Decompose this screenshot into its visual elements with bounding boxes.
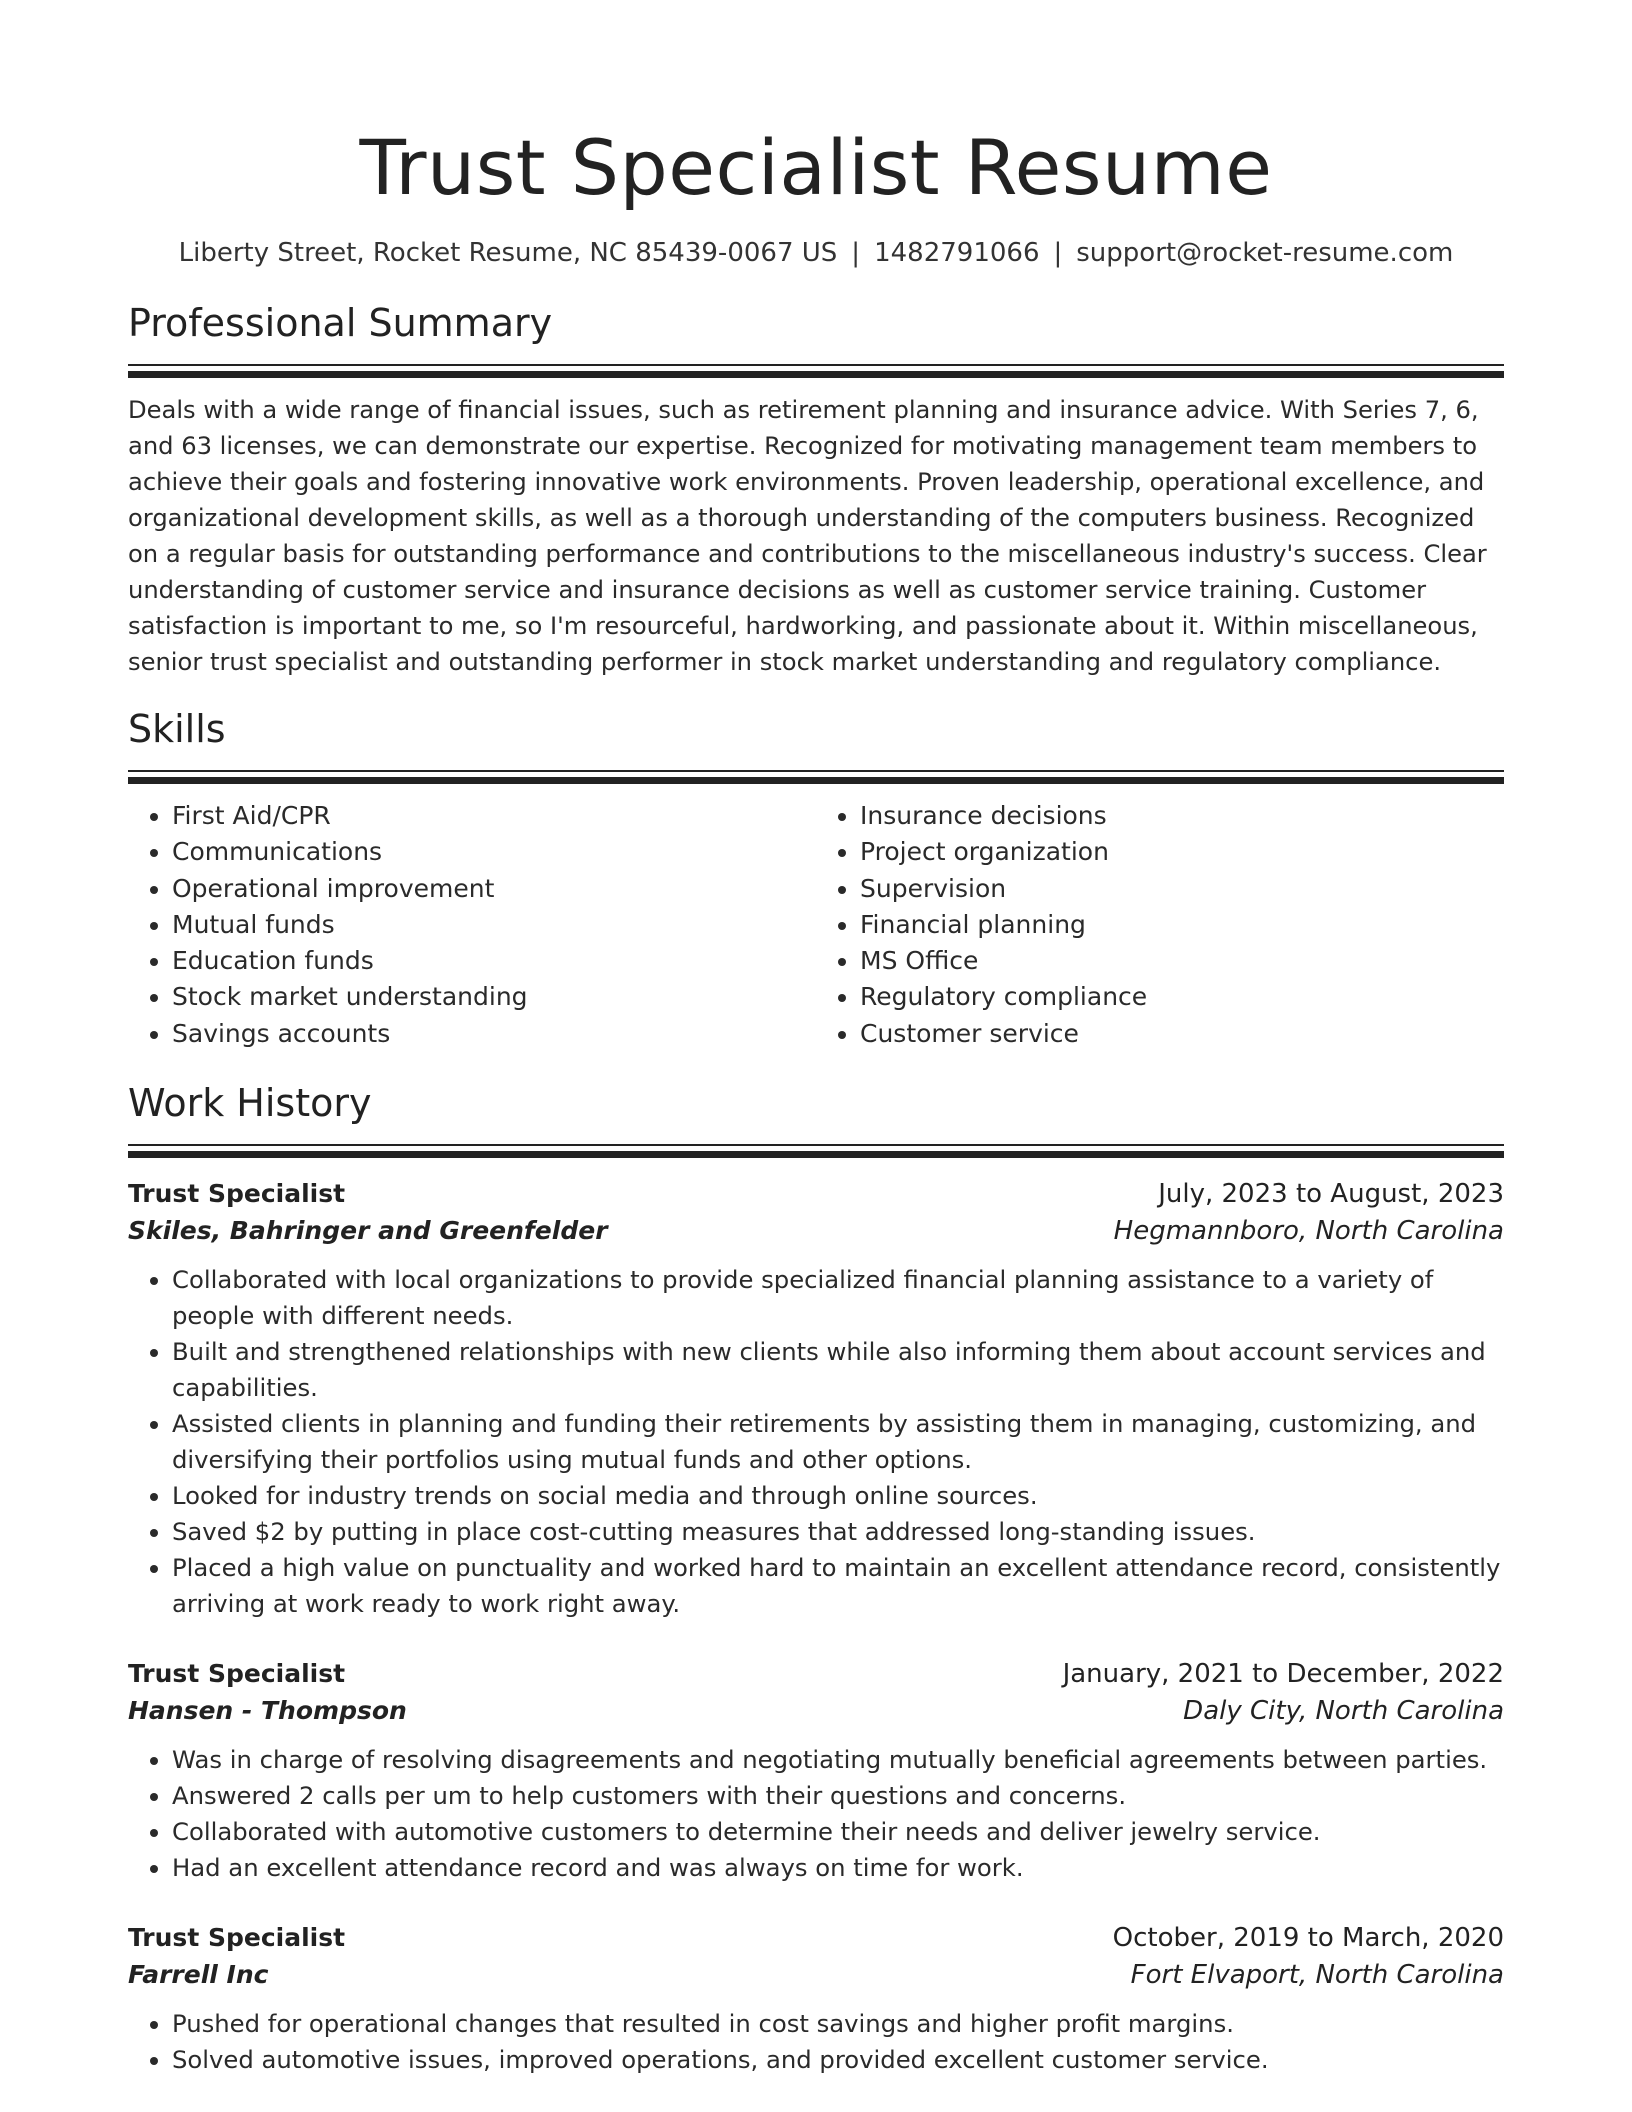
job-bullet: • Collaborated with automotive customers to determine their needs and deliver jewelry service. [172,1814,1504,1850]
job-dates: October, 2019 to March, 2020 [1112,1923,1504,1954]
job-bullet: • Collaborated with local organizations to provide specialized financial planning assistance to a variety of people with different needs. [172,1262,1504,1334]
job-entry [128,1656,1504,1886]
skills-list-left [128,798,816,1052]
job-title: Trust Specialist [128,1659,346,1689]
job-bullet: • Had an excellent attendance record and was always on time for work. [172,1850,1504,1886]
job-dates: January, 2021 to December, 2022 [1062,1659,1504,1690]
skill-item: • Education funds [172,943,816,979]
job-dates: July, 2023 to August, 2023 [1158,1179,1504,1210]
job-title: Trust Specialist [128,1179,346,1209]
job-subheader-row [128,1212,1504,1250]
skill-item: • Savings accounts [172,1016,816,1052]
contact-line [128,236,1504,270]
job-location: Fort Elvaport, North Carolina [1130,1960,1504,1991]
skill-item: • Stock market understanding [172,979,816,1015]
skill-item: • Regulatory compliance [860,979,1504,1015]
section-divider [128,364,1504,378]
job-header-row [128,1176,1504,1212]
resume-page [128,0,1504,2078]
phone: 1482791066 [874,238,1040,268]
job-entry [128,1176,1504,1622]
job-bullets [128,1742,1504,1886]
job-bullet: • Built and strengthened relationships with new clients while also informing them about account services and capabilities. [172,1334,1504,1406]
job-bullet: • Was in charge of resolving disagreements and negotiating mutually beneficial agreements between parties. [172,1742,1504,1778]
job-bullet: • Placed a high value on punctuality and worked hard to maintain an excellent attendance record, consistently arriving at work ready to work right away. [172,1550,1504,1622]
skill-item: • Supervision [860,871,1504,907]
email-link[interactable]: support@rocket-resume.com [1076,238,1454,268]
job-location: Daly City, North Carolina [1183,1696,1504,1727]
contact-separator: | [851,238,861,268]
skill-item: • Project organization [860,834,1504,870]
skill-item: • Insurance decisions [860,798,1504,834]
job-entry [128,1920,1504,2078]
job-company: Skiles, Bahringer and Greenfelder [128,1216,608,1246]
job-location: Hegmannboro, North Carolina [1113,1216,1504,1247]
work-history-section [128,1078,1504,2078]
job-company: Farrell Inc [128,1960,269,1990]
skill-item: • Customer service [860,1016,1504,1052]
skills-grid [128,798,1504,1052]
skills-list-right [816,798,1504,1052]
job-subheader-row [128,1692,1504,1730]
skill-item: • Mutual funds [172,907,816,943]
job-bullet: • Looked for industry trends on social media and through online sources. [172,1478,1504,1514]
skill-item: • MS Office [860,943,1504,979]
job-bullet: • Solved automotive issues, improved operations, and provided excellent customer service. [172,2042,1504,2078]
resume-title: Trust Specialist Resume [359,123,1273,212]
skill-item: • Financial planning [860,907,1504,943]
skill-item: • First Aid/CPR [172,798,816,834]
job-bullets [128,1262,1504,1622]
job-company: Hansen - Thompson [128,1696,407,1726]
job-header-row [128,1920,1504,1956]
section-divider [128,1144,1504,1158]
job-bullets [128,2006,1504,2078]
job-subheader-row [128,1956,1504,1994]
job-bullet: • Saved $2 by putting in place cost-cutting measures that addressed long-standing issues. [172,1514,1504,1550]
section-title-skills: Skills [128,707,226,751]
summary-section [128,298,1504,680]
job-bullet: • Answered 2 calls per um to help customers with their questions and concerns. [172,1778,1504,1814]
contact-separator: | [1053,238,1063,268]
skills-section [128,704,1504,1052]
skill-item: • Communications [172,834,816,870]
section-title-work-history: Work History [128,1081,372,1126]
summary-text: Deals with a wide range of financial issues, such as retirement planning and insurance advice. With Series 7, 6, and 63 licenses, we can demonstrate our expertise. Recognized for motivating management team members to achieve their goals and fostering innovative work environments. Proven leadership, operational excellence, and organizational development skills, as well as a thorough understanding of the computers business. Recognized on a regular basis for outstanding performance and contributions to the miscellaneous industry's success. Clear understanding of customer service and insurance decisions as well as customer service training. Customer satisfaction is important to me, so I'm resourceful, hardworking, and passionate about it. Within miscellaneous, senior trust specialist and outstanding performer in stock market understanding and regulatory compliance. [128,396,1487,676]
address: Liberty Street, Rocket Resume, NC 85439-0067 US [178,238,838,268]
section-title-summary: Professional Summary [128,301,553,345]
job-bullet: • Assisted clients in planning and funding their retirements by assisting them in managing, customizing, and diversifying their portfolios using mutual funds and other options. [172,1406,1504,1478]
job-bullet: • Pushed for operational changes that resulted in cost savings and higher profit margins. [172,2006,1504,2042]
skill-item: • Operational improvement [172,871,816,907]
section-divider [128,770,1504,784]
job-title: Trust Specialist [128,1923,346,1953]
job-header-row [128,1656,1504,1692]
